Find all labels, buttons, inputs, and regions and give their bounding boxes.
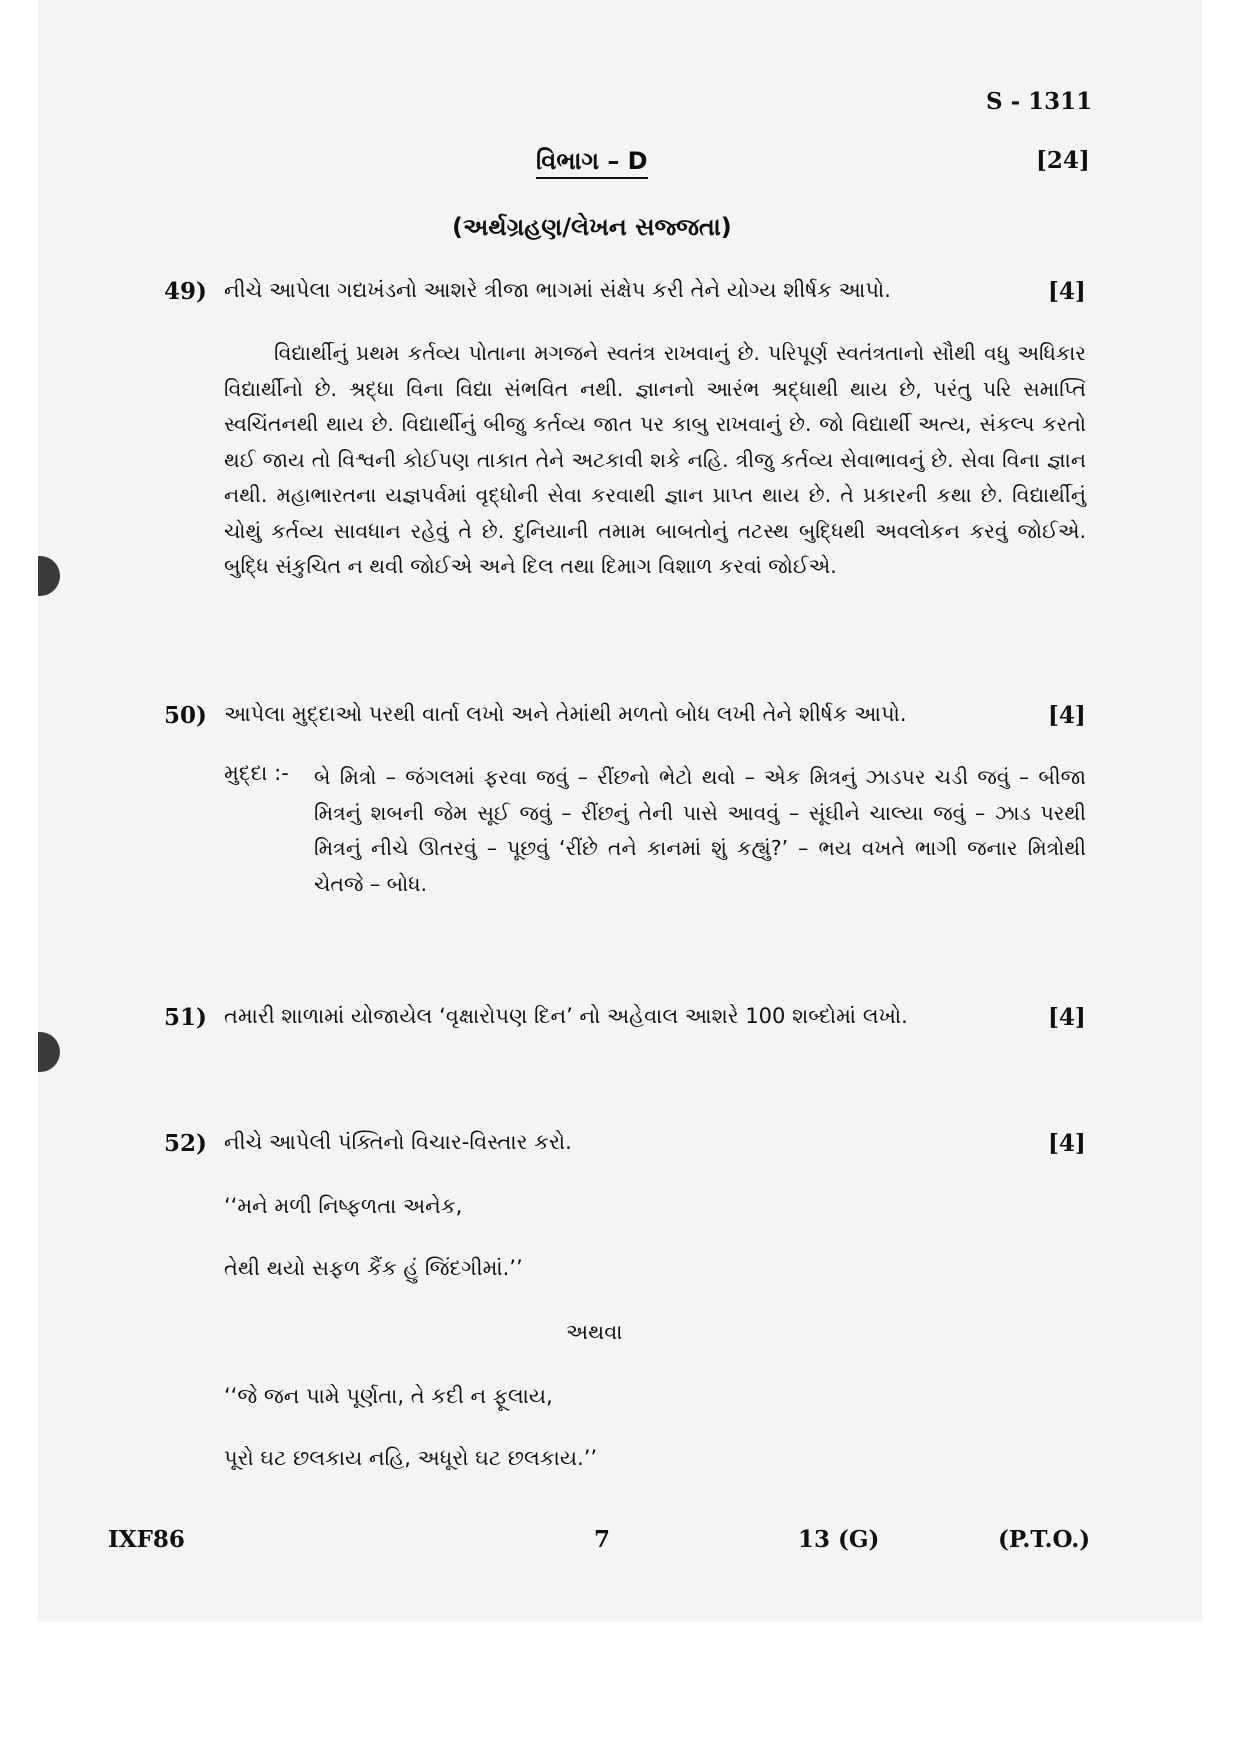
question-marks: [4] <box>1048 278 1086 305</box>
question-number: 52) <box>164 1130 207 1157</box>
question-marks: [4] <box>1048 702 1086 729</box>
poem-line: ‘‘જે જન પામે પૂર્ણતા, તે કદી ન ફૂલાય, <box>224 1384 553 1408</box>
scan-bottom-margin <box>0 1622 1242 1755</box>
question-text: આપેલા મુદ્દાઓ પરથી વાર્તા લખો અને તેમાંથી મળતો બોધ લખી તેને શીર્ષક આપો. <box>224 702 907 726</box>
scan-left-margin <box>0 0 38 1755</box>
question-marks: [4] <box>1048 1004 1086 1031</box>
question-number: 51) <box>164 1004 207 1031</box>
question-marks: [4] <box>1048 1130 1086 1157</box>
section-marks: [24] <box>1036 147 1090 174</box>
question-number: 49) <box>164 278 207 305</box>
paper-code: S - 1311 <box>986 88 1093 115</box>
story-points: બે મિત્રો – જંગલમાં ફરવા જવું – રીંછનો ભેટો થવો – એક મિત્રનું ઝાડપર ચડી જવું – બીજા મિત્રનું શબની જેમ સૂઈ જવું – રીંછનું તેની પાસે આવવું – સૂંઘીને ચાલ્યા જવું – ઝાડ પરથી મિત્રનું નીચે ઊતરવું – પૂછવું ‘રીંછે તને કાનમાં શું કહ્યું?’ – ભય વખતે ભાગી જનાર મિત્રોથી ચેતજે – બોધ. <box>314 765 1086 896</box>
question-text: નીચે આપેલી પંક્તિનો વિચાર-વિસ્તાર કરો. <box>224 1130 572 1154</box>
page-number: 7 <box>594 1526 611 1553</box>
section-title: વિભાગ – D <box>536 147 648 179</box>
section-subtitle: (અર્થગ્રહણ/લેખન સજ્જતા) <box>452 213 732 241</box>
pto-label: (P.T.O.) <box>998 1526 1091 1553</box>
points-label: મુદ્દા :- <box>224 761 289 785</box>
or-separator: અથવા <box>566 1320 623 1344</box>
scan-right-margin <box>1202 0 1242 1755</box>
question-text: તમારી શાળામાં યોજાયેલ ‘વૃક્ષારોપણ દિન’ નો અહેવાલ આશરે 100 શબ્દોમાં લખો. <box>224 1004 908 1028</box>
question-text: નીચે આપેલા ગદ્યખંડનો આશરે ત્રીજા ભાગમાં સંક્ષેપ કરી તેને યોગ્ય શીર્ષક આપો. <box>224 278 891 302</box>
poem-line: તેથી થયો સફળ કૈંક હું જિંદગીમાં.’’ <box>224 1256 523 1280</box>
question-number: 50) <box>164 702 207 729</box>
footer-code: IXF86 <box>108 1526 185 1553</box>
passage: વિદ્યાર્થીનું પ્રથમ કર્તવ્ય પોતાના મગજને સ્વતંત્ર રાખવાનું છે. પરિપૂર્ણ સ્વતંત્રતાનો સૌથી વધુ અધિકાર વિદ્યાર્થીનો છે. શ્રદ્ધા વિના વિદ્યા સંભવિત નથી. જ્ઞાનનો આરંભ શ્રદ્ધાથી થાય છે, પરંતુ પરિ સમાપ્તિ સ્વચિંતનથી થાય છે. વિદ્યાર્થીનું બીજુ કર્તવ્ય જાત પર કાબુ રાખવાનું છે. જો વિદ્યાર્થી અત્ય, સંકલ્પ કરતો થઈ જાય તો વિશ્વની કોઈપણ તાકાત તેને અટકાવી શકે નહિ. ત્રીજુ કર્તવ્ય સેવાભાવનું છે. સેવા વિના જ્ઞાન નથી. મહાભારતના યજ્ઞપર્વમાં વૃદ્ધોની સેવા કરવાથી જ્ઞાન પ્રાપ્ત થાય છે. તે પ્રકારની કથા છે. વિદ્યાર્થીનું ચોથું કર્તવ્ય સાવધાન રહેવું તે છે. દુનિયાની તમામ બાબતોનું તટસ્થ બુદ્ધિથી અવલોકન કરવું જોઈએ. બુદ્ધિ સંકુચિત ન થવી જોઈએ અને દિલ તથા દિમાગ વિશાળ કરવાં જોઈએ. <box>224 341 1086 578</box>
footer-set: 13 (G) <box>798 1526 880 1553</box>
poem-line: પૂરો ઘટ છલકાય નહિ, અધૂરો ઘટ છલકાય.’’ <box>224 1446 598 1470</box>
poem-line: ‘‘મને મળી નિષ્ફળતા અનેક, <box>224 1194 463 1218</box>
